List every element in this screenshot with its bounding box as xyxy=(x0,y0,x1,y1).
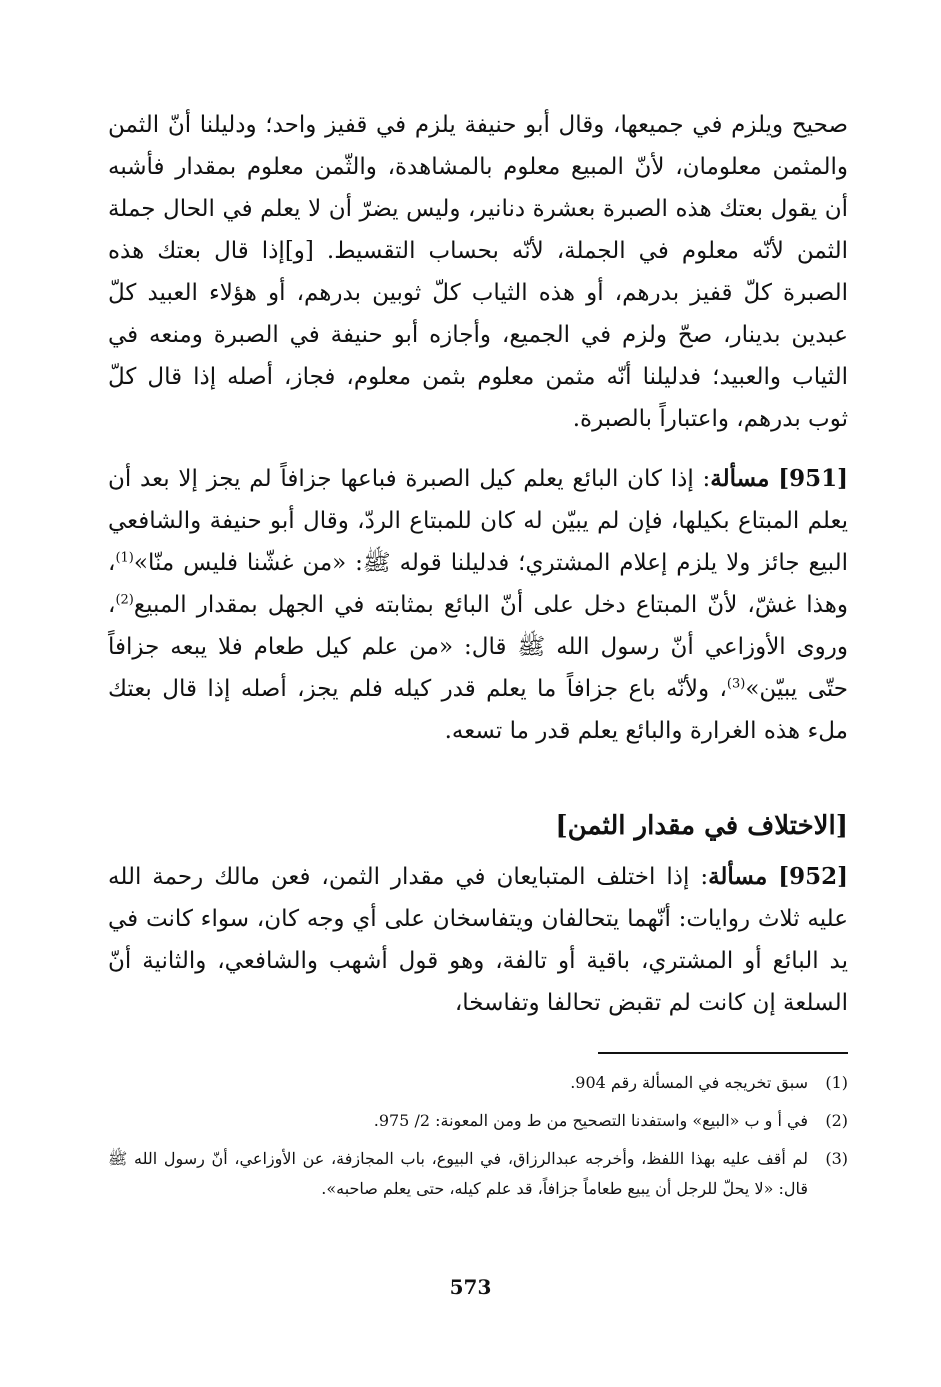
footnote-divider xyxy=(598,1052,848,1054)
paragraph-2-part-1: : إذا كان البائع يعلم كيل الصبرة فباعها جزافاً لم يجز إلا بعد أن يعلم المبتاع بكيلها، فإن لم يبيّن له كان للمبتاع الردّ، وقال أبو حنيفة والشافعي البيع جائز ولا يلزم إعلام المشتري؛ فدليلنا قوله ﷺ: «من غشّنا فليس منّا» xyxy=(108,466,848,576)
paragraph-1-text: صحيح ويلزم في جميعها، وقال أبو حنيفة يلزم في قفيز واحد؛ ودليلنا أنّ الثمن والمثمن معلومان، لأنّ المبيع معلوم بالمشاهدة، والثّمن معلوم بمقدار فأشبه أن يقول بعتك هذه الصبرة بعشرة دنانير، وليس يضرّ أن لا يعلم في الحال جملة الثمن لأنّه معلوم في الجملة، لأنّه بحساب التقسيط. [و]إذا قال بعتك هذه الصبرة كلّ قفيز بدرهم، أو هذه الثياب كلّ ثوبين بدرهم، أو هؤلاء العبيد كلّ عبدين بدينار، صحّ ولزم في الجميع، وأجازه أبو حنيفة في الصبرة ومنعه في الثياب والعبيد؛ فدليلنا أنّه مثمن معلوم بثمن معلوم، فجاز، أصله إذا قال كلّ ثوب بدرهم، واعتباراً بالصبرة. xyxy=(108,112,848,432)
footnote-number: (2) xyxy=(825,1111,848,1130)
footnote-number: (1) xyxy=(825,1073,848,1092)
section-heading xyxy=(108,806,848,846)
footnote-text: في أ و ب «البيع» واستفدنا التصحيح من ط ومن المعونة: 2/ 975. xyxy=(373,1111,808,1130)
paragraph-1 xyxy=(108,104,848,440)
paragraph-2 xyxy=(108,458,848,752)
page-number: 573 xyxy=(449,1275,492,1299)
footnote-ref-2: (2) xyxy=(115,592,134,608)
footnote-2 xyxy=(108,1106,848,1136)
footnote-1 xyxy=(108,1068,848,1098)
footnote-number: (3) xyxy=(825,1149,848,1168)
paragraph-2-part-4: ، ولأنّه باع جزافاً ما يعلم قدر كيله فلم يجز، أصله إذا قال بعتك ملء هذه الغرارة والبائع يعلم قدر ما تسعه. xyxy=(108,676,848,744)
issue-label: مسألة xyxy=(708,863,768,890)
footnotes xyxy=(108,1068,848,1212)
footnote-ref-1: (1) xyxy=(115,550,134,566)
paragraph-2-part-2: ، وهذا غشّ، لأنّ المبتاع دخل على أنّ البائع بمثابته في الجهل بمقدار المبيع xyxy=(108,550,848,618)
footnote-3 xyxy=(108,1144,848,1204)
paragraph-3-body: : إذا اختلف المتبايعان في مقدار الثمن، فعن مالك رحمة الله عليه ثلاث روايات: أنّهما يتحالفان ويتفاسخان على أي وجه كان، سواء كانت في يد البائع أو المشتري، باقية أو تالفة، وهو قول أشهب والشافعي، والثانية أنّ السلعة إن كانت لم تقبض تحالفا وتفاسخا، xyxy=(108,864,848,1016)
issue-label: مسألة xyxy=(710,465,770,492)
footnote-ref-3: (3) xyxy=(726,676,746,692)
paragraph-3 xyxy=(108,856,848,1024)
issue-number: [951] xyxy=(778,465,848,492)
footnote-text: سبق تخريجه في المسألة رقم 904. xyxy=(570,1073,808,1092)
paragraph-2-part-3: ، وروى الأوزاعي أنّ رسول الله ﷺ قال: «من علم كيل طعام فلا يبعه جزافاً حتّى يبيّن» xyxy=(108,592,848,702)
footnote-text: لم أقف عليه بهذا اللفظ، وأخرجه عبدالرزاق، في البيوع، باب المجازفة، عن الأوزاعي، أنّ رسول الله ﷺ قال: «لا يحلّ للرجل أن يبيع طعاماً جزافاً، قد علم كيله، حتى يعلم صاحبه». xyxy=(108,1149,808,1198)
issue-number: [952] xyxy=(778,863,849,890)
paragraph-3-text xyxy=(108,856,848,1024)
paragraph-2-text xyxy=(108,458,848,752)
section-heading-text: [الاختلاف في مقدار الثمن] xyxy=(555,811,848,841)
